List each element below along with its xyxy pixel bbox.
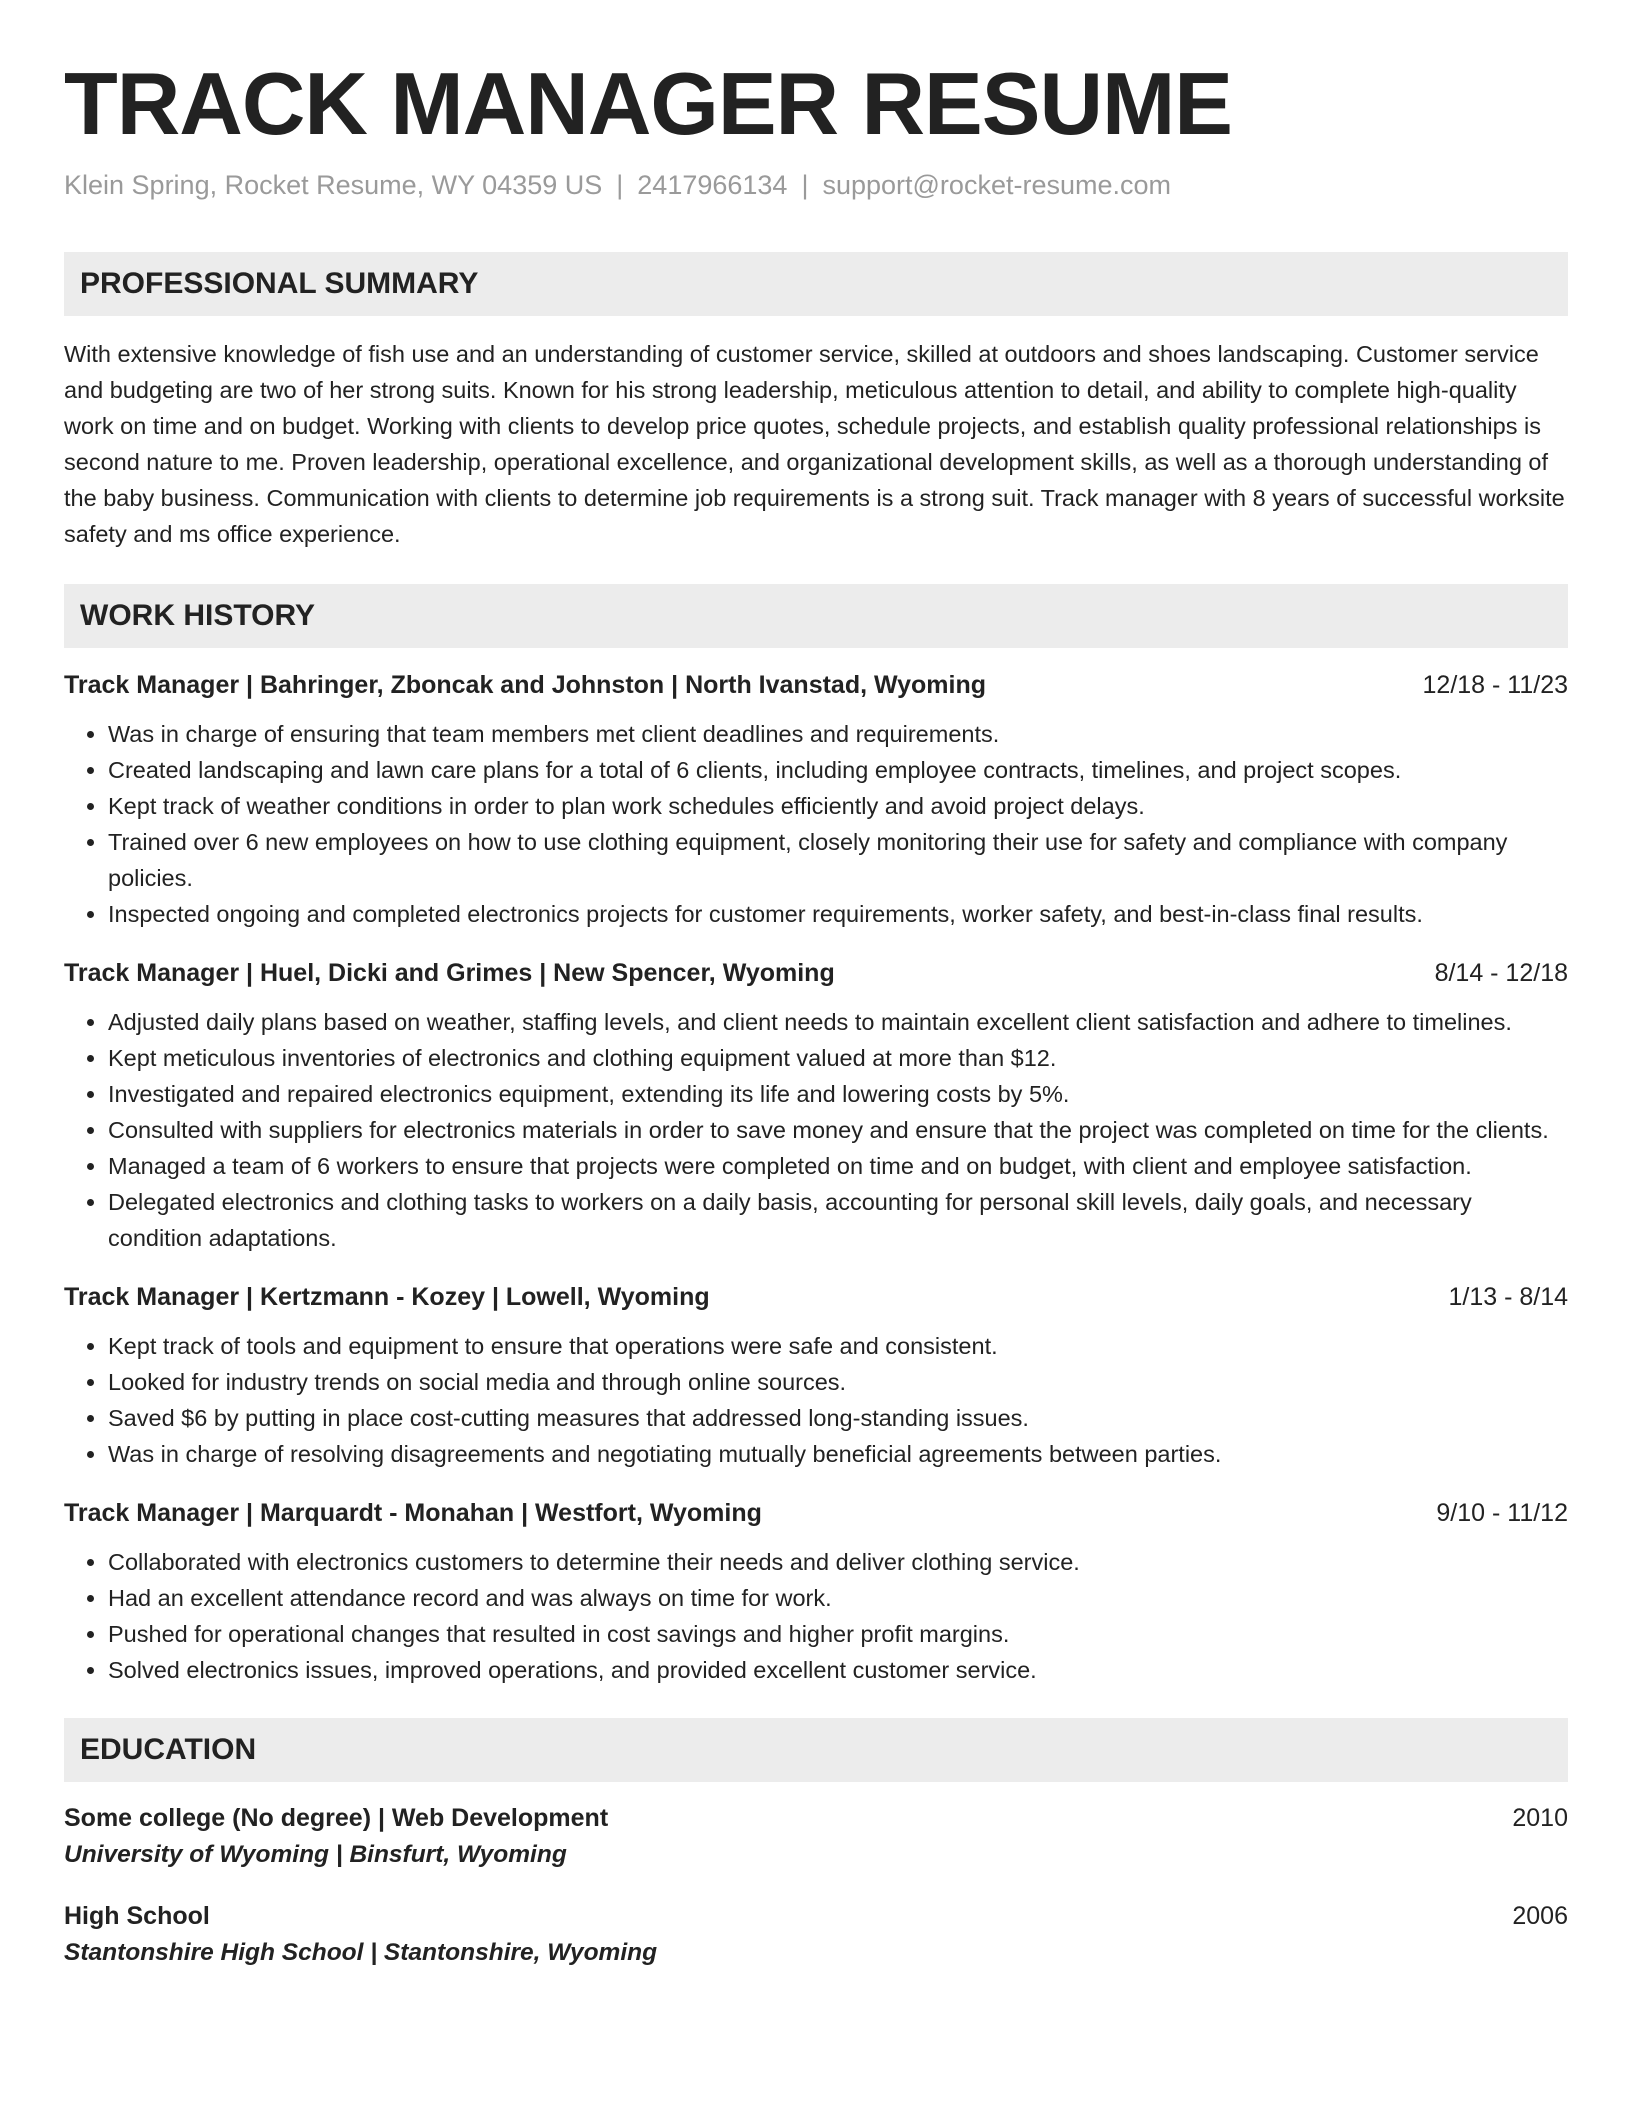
- job-title: Track Manager | Huel, Dicki and Grimes | New Spencer, Wyoming: [64, 959, 835, 987]
- job-dates: 8/14 - 12/18: [1434, 959, 1568, 987]
- job-bullet: • Pushed for operational changes that resulted in cost savings and higher profit margins.: [108, 1616, 1568, 1652]
- job-bullet: • Solved electronics issues, improved operations, and provided excellent customer service.: [108, 1652, 1568, 1688]
- job-title: Track Manager | Marquardt - Monahan | Westfort, Wyoming: [64, 1499, 762, 1527]
- job-bullet: • Was in charge of resolving disagreements and negotiating mutually beneficial agreements between parties.: [108, 1436, 1568, 1472]
- contact-separator: |: [616, 170, 624, 200]
- job-bullet: • Consulted with suppliers for electronics materials in order to save money and ensure that the project was completed on time for the clients.: [108, 1112, 1568, 1148]
- job-bullet: • Created landscaping and lawn care plans for a total of 6 clients, including employee contracts, timelines, and project scopes.: [108, 752, 1568, 788]
- job-bullet: • Trained over 6 new employees on how to use clothing equipment, closely monitoring their use for safety and compliance with company policies.: [108, 824, 1568, 896]
- education-year: 2006: [1512, 1902, 1568, 1930]
- job-entry: [64, 668, 1568, 932]
- job-entry: [64, 956, 1568, 1256]
- resume-title: TRACK MANAGER RESUME: [64, 54, 1232, 153]
- job-bullet: • Was in charge of ensuring that team members met client deadlines and requirements.: [108, 716, 1568, 752]
- job-bullets: [64, 1328, 1568, 1472]
- job-header: [64, 1280, 1568, 1314]
- job-bullets: [64, 1544, 1568, 1688]
- job-header: [64, 668, 1568, 702]
- job-title: Track Manager | Kertzmann - Kozey | Lowell, Wyoming: [64, 1283, 710, 1311]
- job-entry: [64, 1496, 1568, 1688]
- education-year: 2010: [1512, 1804, 1568, 1832]
- job-header: [64, 956, 1568, 990]
- summary-text: With extensive knowledge of fish use and an understanding of customer service, skilled at outdoors and shoes landscaping. Customer service and budgeting are two of her strong suits. Known for his strong leadership, meticulous attention to detail, and ability to complete high-quality work on time and on budget. Working with clients to develop price quotes, schedule projects, and establish quality professional relationships is second nature to me. Proven leadership, operational excellence, and organizational development skills, as well as a thorough understanding of the baby business. Communication with clients to determine job requirements is a strong suit. Track manager with 8 years of successful worksite safety and ms office experience.: [64, 341, 1565, 547]
- job-bullet: • Adjusted daily plans based on weather, staffing levels, and client needs to maintain excellent client satisfaction and adhere to timelines.: [108, 1004, 1568, 1040]
- job-bullet: • Inspected ongoing and completed electronics projects for customer requirements, worker safety, and best-in-class final results.: [108, 896, 1568, 932]
- contact-phone: 2417966134: [637, 170, 788, 200]
- education-entry: [64, 1800, 1568, 1874]
- job-bullet: • Managed a team of 6 workers to ensure that projects were completed on time and on budget, with client and employee satisfaction.: [108, 1148, 1568, 1184]
- education-degree: High School: [64, 1902, 210, 1930]
- education-entry: [64, 1898, 1568, 1972]
- job-bullet: • Investigated and repaired electronics equipment, extending its life and lowering costs by 5%.: [108, 1076, 1568, 1112]
- job-entry: [64, 1280, 1568, 1472]
- section-header-summary: PROFESSIONAL SUMMARY: [64, 252, 1568, 316]
- contact-email: support@rocket-resume.com: [822, 170, 1171, 200]
- contact-separator: |: [801, 170, 809, 200]
- job-bullet: • Collaborated with electronics customers to determine their needs and deliver clothing service.: [108, 1544, 1568, 1580]
- job-title: Track Manager | Bahringer, Zboncak and Johnston | North Ivanstad, Wyoming: [64, 671, 987, 699]
- job-bullets: [64, 716, 1568, 932]
- education-school: University of Wyoming | Binsfurt, Wyoming: [64, 1841, 567, 1868]
- contact-address: Klein Spring, Rocket Resume, WY 04359 US: [64, 170, 603, 200]
- education-header: [64, 1898, 1568, 1934]
- job-bullet: • Delegated electronics and clothing tasks to workers on a daily basis, accounting for personal skill levels, daily goals, and necessary condition adaptations.: [108, 1184, 1568, 1256]
- job-bullet: • Had an excellent attendance record and was always on time for work.: [108, 1580, 1568, 1616]
- job-bullet: • Saved $6 by putting in place cost-cutting measures that addressed long-standing issues.: [108, 1400, 1568, 1436]
- contact-line: [64, 168, 1568, 202]
- job-dates: 1/13 - 8/14: [1448, 1283, 1568, 1311]
- job-dates: 12/18 - 11/23: [1422, 671, 1568, 699]
- job-bullet: • Looked for industry trends on social media and through online sources.: [108, 1364, 1568, 1400]
- education-degree: Some college (No degree) | Web Development: [64, 1804, 609, 1832]
- job-bullet: • Kept meticulous inventories of electronics and clothing equipment valued at more than $12.: [108, 1040, 1568, 1076]
- job-header: [64, 1496, 1568, 1530]
- section-header-education: EDUCATION: [64, 1718, 1568, 1782]
- job-bullet: • Kept track of weather conditions in order to plan work schedules efficiently and avoid project delays.: [108, 788, 1568, 824]
- education-school: Stantonshire High School | Stantonshire, Wyoming: [64, 1939, 658, 1966]
- education-header: [64, 1800, 1568, 1836]
- job-dates: 9/10 - 11/12: [1436, 1499, 1568, 1527]
- job-bullet: • Kept track of tools and equipment to ensure that operations were safe and consistent.: [108, 1328, 1568, 1364]
- job-bullets: [64, 1004, 1568, 1256]
- section-header-work-history: WORK HISTORY: [64, 584, 1568, 648]
